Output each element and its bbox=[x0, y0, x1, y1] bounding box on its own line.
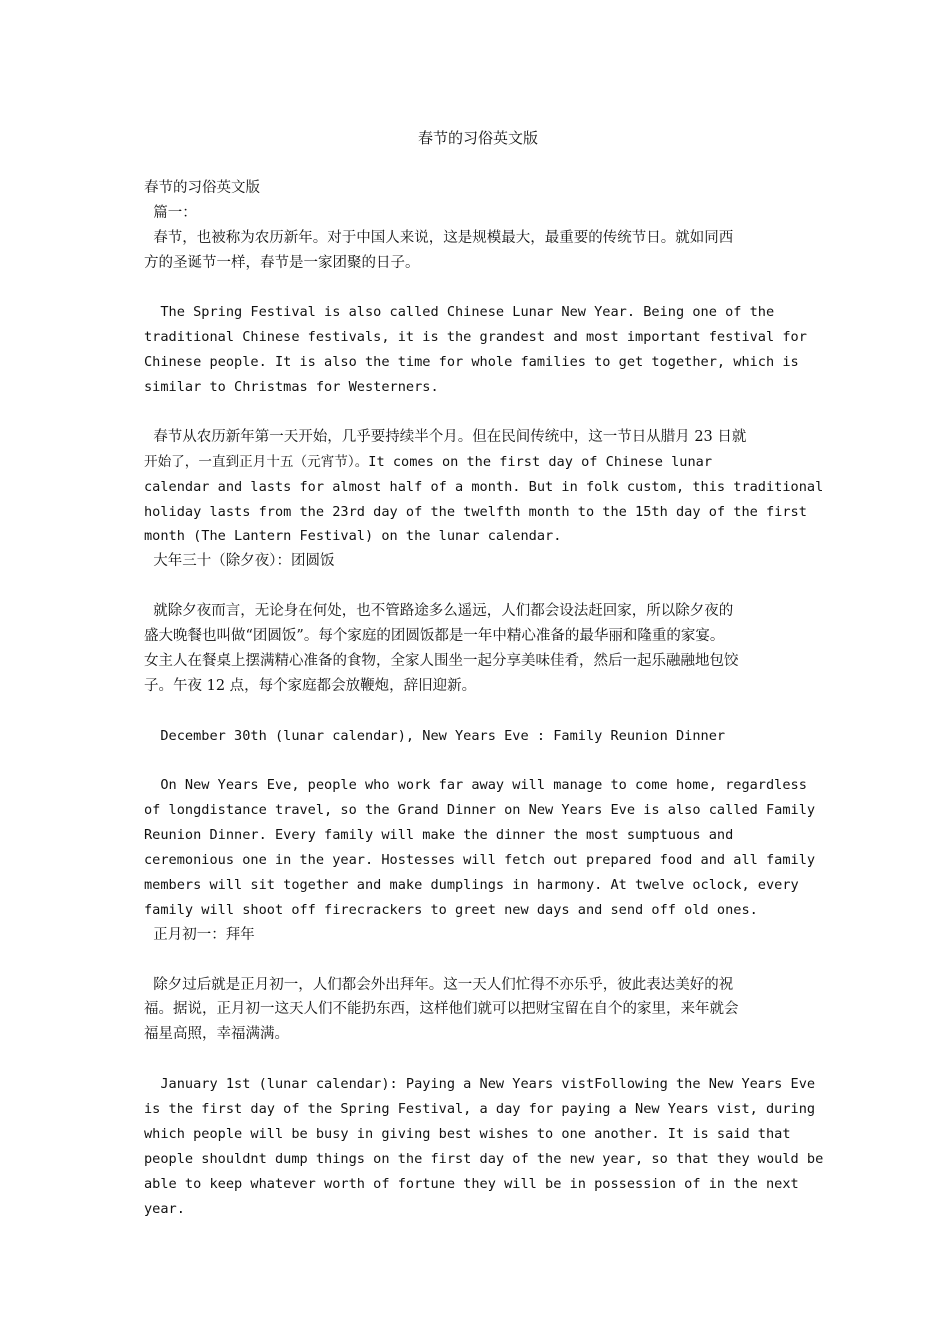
text-line: 福星高照，幸福满满。 bbox=[144, 1026, 289, 1043]
text-line: is the first day of the Spring Festival, a day for paying a New Years vist, during bbox=[144, 1100, 816, 1117]
blank-line bbox=[144, 1047, 812, 1072]
text-line: month (The Lantern Festival) on the lunar calendar. bbox=[144, 528, 562, 545]
text-line: which people will be busy in giving best wishes to one another. It is said that bbox=[144, 1125, 791, 1142]
text-line: 春节从农历新年第一天开始，几乎要持续半个月。但在民间传统中，这一节日从腊月 23 日就 bbox=[144, 428, 747, 445]
blank-line bbox=[144, 400, 812, 425]
text-line: 福。据说，正月初一这天人们不能扔东西，这样他们就可以把财宝留在自个的家里，来年就会 bbox=[144, 1001, 739, 1018]
blank-line bbox=[144, 574, 812, 599]
text-line: 大年三十（除夕夜）：团圆饭 bbox=[144, 553, 335, 570]
text-line: of longdistance travel, so the Grand Dinner on New Years Eve is also called Family bbox=[144, 802, 816, 819]
text-line: On New Years Eve, people who work far away will manage to come home, regardless bbox=[144, 777, 807, 794]
text-line: traditional Chinese festivals, it is the grandest and most important festival for bbox=[144, 329, 807, 346]
blank-line bbox=[144, 699, 812, 724]
text-line: 春节，也被称为农历新年。对于中国人来说，这是规模最大，最重要的传统节日。就如同西 bbox=[144, 229, 734, 246]
document-body bbox=[144, 176, 824, 1221]
text-line: ceremonious one in the year. Hostesses will fetch out prepared food and all family bbox=[144, 852, 816, 869]
blank-line bbox=[144, 276, 812, 301]
text-line: 除夕过后就是正月初一，人们都会外出拜年。这一天人们忙得不亦乐乎，彼此表达美好的祝 bbox=[144, 976, 734, 993]
text-line: 盛大晚餐也叫做“团圆饭”。每个家庭的团圆饭都是一年中精心准备的最华丽和隆重的家宴。 bbox=[144, 628, 725, 645]
blank-line bbox=[144, 748, 812, 773]
text-line: 子。午夜 12 点，每个家庭都会放鞭炮，辞旧迎新。 bbox=[144, 677, 477, 694]
text-line: 开始了，一直到正月十五（元宵节）。It comes on the first day of Chinese lunar bbox=[144, 453, 713, 470]
text-line: 方的圣诞节一样，春节是一家团聚的日子。 bbox=[144, 254, 420, 271]
text-line: 春节的习俗英文版 bbox=[144, 180, 260, 196]
text-line: family will shoot off firecrackers to greet new days and send off old ones. bbox=[144, 901, 758, 918]
text-line: people shouldnt dump things on the first day of the new year, so that they would be bbox=[144, 1150, 824, 1167]
text-line: calendar and lasts for almost half of a month. But in folk custom, this traditional bbox=[144, 478, 824, 495]
text-line: similar to Christmas for Westerners. bbox=[144, 379, 439, 396]
text-line: 就除夕夜而言，无论身在何处，也不管路途多么遥远，人们都会设法赶回家，所以除夕夜的 bbox=[144, 603, 734, 620]
text-line: year. bbox=[144, 1200, 185, 1217]
text-line: 篇一： bbox=[144, 204, 197, 221]
text-line: 女主人在餐桌上摆满精心准备的食物，全家人围坐一起分享美味佳肴，然后一起乐融融地包饺 bbox=[144, 652, 739, 669]
text-line: The Spring Festival is also called Chinese Lunar New Year. Being one of the bbox=[144, 304, 775, 321]
text-line: holiday lasts from the 23rd day of the twelfth month to the 15th day of the first bbox=[144, 503, 807, 520]
blank-line bbox=[144, 948, 812, 973]
text-line: December 30th (lunar calendar), New Years Eve : Family Reunion Dinner bbox=[144, 727, 726, 744]
text-line: Reunion Dinner. Every family will make the dinner the most sumptuous and bbox=[144, 827, 734, 844]
text-line: members will sit together and make dumplings in harmony. At twelve oclock, every bbox=[144, 876, 799, 893]
text-line: Chinese people. It is also the time for whole families to get together, which is bbox=[144, 354, 799, 371]
text-line: 正月初一：拜年 bbox=[144, 926, 255, 943]
text-line: able to keep whatever worth of fortune they will be in possession of in the next bbox=[144, 1175, 799, 1192]
text-line: January 1st (lunar calendar): Paying a New Years vistFollowing the New Years Eve bbox=[144, 1076, 816, 1093]
document-title: 春节的习俗英文版 bbox=[417, 129, 538, 147]
